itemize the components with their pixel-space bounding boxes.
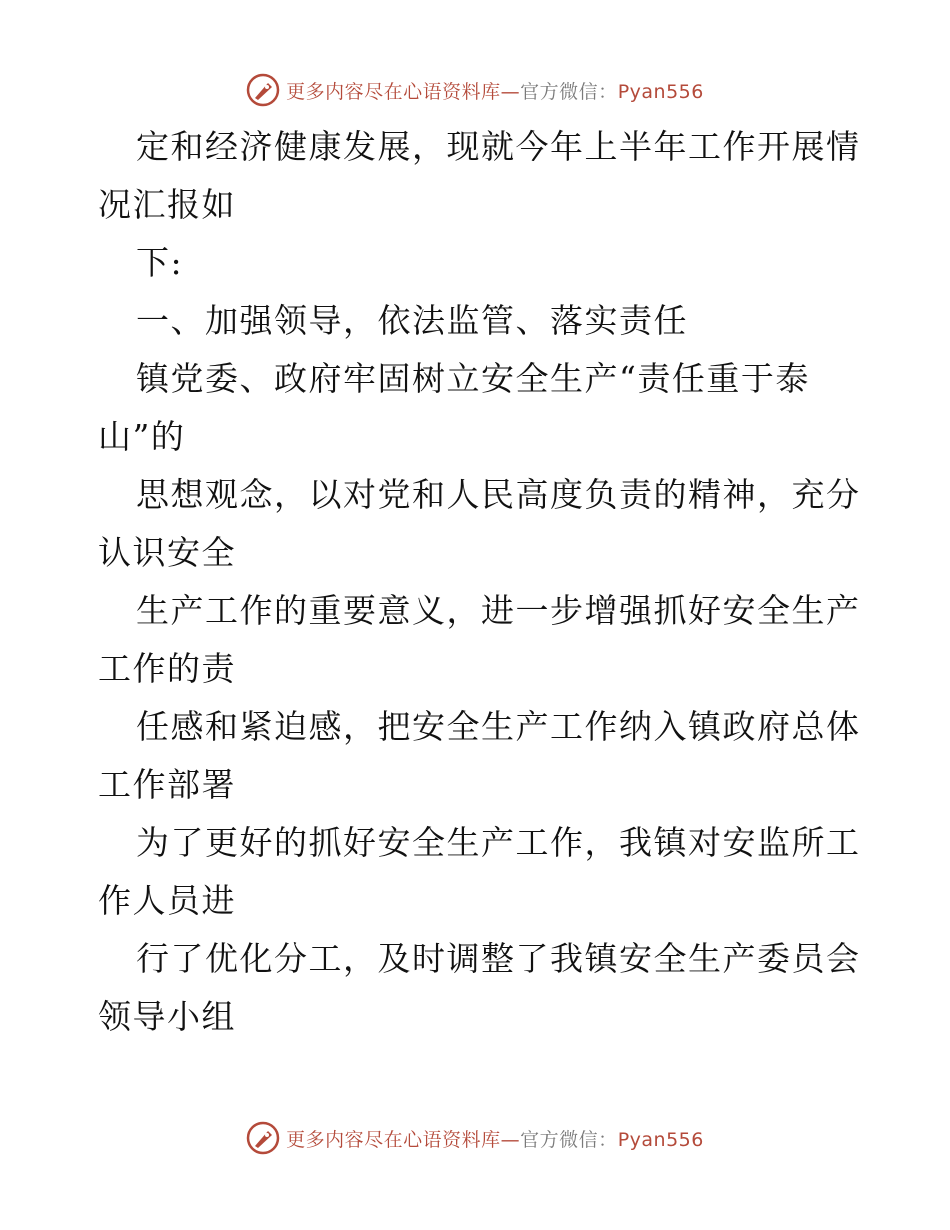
body-line: 领导小组 bbox=[98, 997, 236, 1036]
banner-wechat-label: 官方微信： bbox=[520, 1128, 618, 1151]
banner-main-text: 更多内容尽在心语资料库— bbox=[286, 80, 521, 103]
body-line: 山”的 bbox=[98, 417, 186, 456]
pen-nib-logo-icon bbox=[246, 1121, 280, 1155]
body-line: 镇党委、政府牢固树立安全生产“责任重于泰 bbox=[136, 359, 810, 398]
body-line: 认识安全 bbox=[98, 533, 236, 572]
body-line: 思想观念，以对党和人民高度负责的精神，充分 bbox=[136, 475, 861, 514]
pen-nib-logo-icon bbox=[246, 73, 280, 107]
body-line: 作人员进 bbox=[98, 881, 236, 920]
body-line: 任感和紧迫感，把安全生产工作纳入镇政府总体 bbox=[136, 707, 861, 746]
banner-text bbox=[286, 77, 704, 104]
body-line: 工作的责 bbox=[98, 649, 236, 688]
banner-wechat-id: Pyan556 bbox=[617, 1128, 704, 1151]
banner-main-text: 更多内容尽在心语资料库— bbox=[286, 1128, 521, 1151]
body-line: 生产工作的重要意义，进一步增强抓好安全生产 bbox=[136, 591, 861, 630]
body-line: 下: bbox=[136, 243, 184, 282]
footer-banner bbox=[0, 1118, 950, 1158]
body-line: 行了优化分工，及时调整了我镇安全生产委员会 bbox=[136, 939, 861, 978]
body-line: 一、加强领导，依法监管、落实责任 bbox=[136, 301, 688, 340]
banner-wechat-id: Pyan556 bbox=[617, 80, 704, 103]
banner-text bbox=[286, 1125, 704, 1152]
document-body bbox=[98, 118, 868, 1046]
header-banner bbox=[0, 70, 950, 110]
body-line: 况汇报如 bbox=[98, 185, 236, 224]
body-line: 工作部署 bbox=[98, 765, 236, 804]
body-line: 定和经济健康发展，现就今年上半年工作开展情 bbox=[136, 127, 861, 166]
body-line: 为了更好的抓好安全生产工作，我镇对安监所工 bbox=[136, 823, 861, 862]
banner-wechat-label: 官方微信： bbox=[520, 80, 618, 103]
